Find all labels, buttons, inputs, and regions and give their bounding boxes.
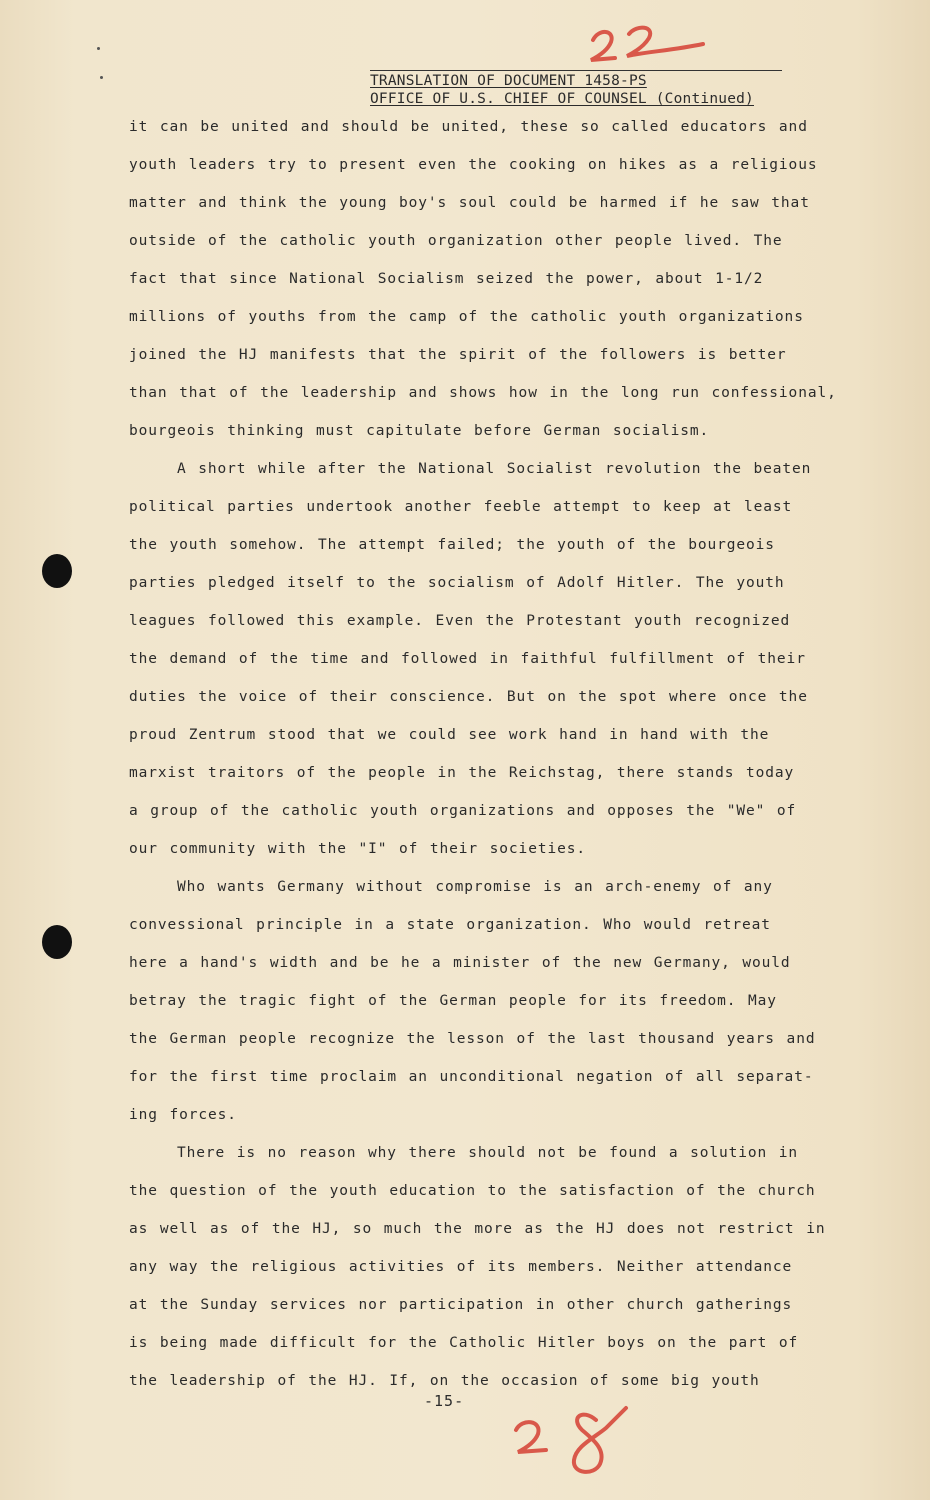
text-line: than that of the leadership and shows how in the long run confessional, (129, 385, 837, 401)
paper-speck (100, 76, 103, 79)
paragraph-start: A short while after the National Socialist revolution the beaten (177, 461, 812, 477)
text-line: marxist traitors of the people in the Reichstag, there stands today (129, 765, 795, 781)
paper-speck (97, 47, 100, 50)
text-line: millions of youths from the camp of the catholic youth organizations (129, 309, 804, 325)
text-line: political parties undertook another feeble attempt to keep at least (129, 499, 793, 515)
text-line: proud Zentrum stood that we could see work hand in hand with the (129, 727, 770, 743)
text-line: the youth somehow. The attempt failed; the youth of the bourgeois (129, 537, 775, 553)
text-line: the question of the youth education to the satisfaction of the church (129, 1183, 816, 1199)
punch-hole-lower (42, 925, 72, 959)
paragraph-start: Who wants Germany without compromise is an arch-enemy of any (177, 879, 773, 895)
handwritten-page-number-top (585, 20, 715, 70)
text-line: any way the religious activities of its members. Neither attendance (129, 1259, 793, 1275)
text-line: outside of the catholic youth organization other people lived. The (129, 233, 783, 249)
text-line: at the Sunday services nor participation in other church gatherings (129, 1297, 793, 1313)
text-line: matter and think the young boy's soul could be harmed if he saw that (129, 195, 810, 211)
text-line: the German people recognize the lesson of the last thousand years and (129, 1031, 816, 1047)
text-line: parties pledged itself to the socialism of Adolf Hitler. The youth (129, 575, 785, 591)
text-line: joined the HJ manifests that the spirit of the followers is better (129, 347, 787, 363)
page-number: -15- (424, 1392, 465, 1410)
header-rule (370, 70, 782, 71)
handwritten-page-number-bottom (510, 1400, 640, 1480)
text-line: our community with the "I" of their societies. (129, 841, 586, 857)
paragraph-start: There is no reason why there should not be found a solution in (177, 1145, 799, 1161)
document-header (370, 70, 782, 108)
text-line: for the first time proclaim an unconditional negation of all separat- (129, 1069, 814, 1085)
text-line: as well as of the HJ, so much the more as the HJ does not restrict in (129, 1221, 826, 1237)
text-line: convessional principle in a state organization. Who would retreat (129, 917, 771, 933)
text-line: the demand of the time and followed in faithful fulfillment of their (129, 651, 806, 667)
text-line: here a hand's width and be he a minister of the new Germany, would (129, 955, 791, 971)
text-line: youth leaders try to present even the cooking on hikes as a religious (129, 157, 818, 173)
document-body (129, 113, 837, 1405)
text-line: is being made difficult for the Catholic Hitler boys on the part of (129, 1335, 799, 1351)
text-line: a group of the catholic youth organizations and opposes the "We" of (129, 803, 797, 819)
text-line: ing forces. (129, 1107, 237, 1123)
text-line: betray the tragic fight of the German people for its freedom. May (129, 993, 777, 1009)
text-line: fact that since National Socialism seized the power, about 1-1/2 (129, 271, 764, 287)
header-title: TRANSLATION OF DOCUMENT 1458-PS (370, 73, 647, 89)
text-line: duties the voice of their conscience. But on the spot where once the (129, 689, 808, 705)
text-line: it can be united and should be united, these so called educators and (129, 119, 808, 135)
text-line: leagues followed this example. Even the Protestant youth recognized (129, 613, 791, 629)
punch-hole-upper (42, 554, 72, 588)
header-subtitle: OFFICE OF U.S. CHIEF OF COUNSEL (Continued) (370, 91, 754, 107)
text-line: bourgeois thinking must capitulate before German socialism. (129, 423, 710, 439)
text-line: the leadership of the HJ. If, on the occasion of some big youth (129, 1373, 760, 1389)
